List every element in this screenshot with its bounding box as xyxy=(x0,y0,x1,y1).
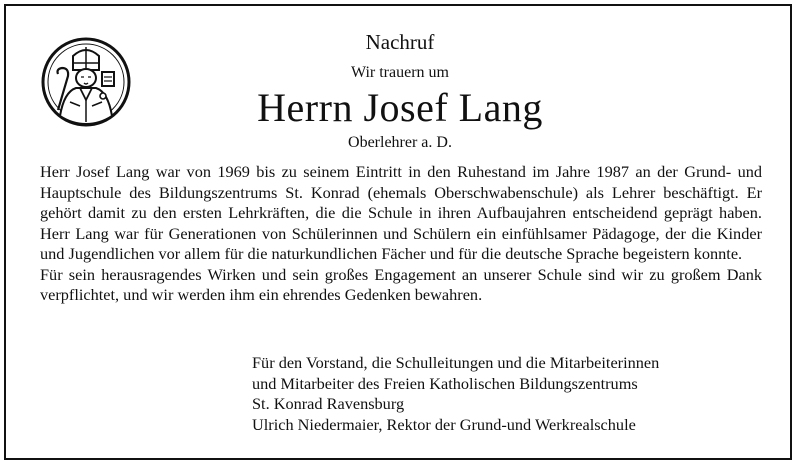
obituary-paragraph: Herr Josef Lang war von 1969 bis zu seinem Eintritt in den Ruhestand im Jahre 1987 an der Grund- und Hauptschule des Bildungszentrums St. Konrad (ehemals Oberschwabenschule) als Lehrer beschäftigt. Er gehört damit zu den ersten Lehrkräften, die die Schule in ihren Aufbaujahren entscheidend geprägt haben. Herr Lang war für Generationen von Schülerinnen und Schülern ein einfühlsamer Pädagoge, der die Kinder und Jugendlichen vor allem für die naturkundlichen Fächer und für die deutsche Sprache begeistern konnte. xyxy=(40,162,762,263)
signature-block xyxy=(252,353,659,435)
obituary-body xyxy=(40,162,762,306)
obituary-paragraph: Für sein herausragendes Wirken und sein großes Engagement an unserer Schule sind wir zu großem Dank verpflichtet, und wir werden ihm ein ehrendes Gedenken bewahren. xyxy=(40,264,762,304)
notice-intro: Wir trauern um xyxy=(351,64,449,81)
signature-line: Für den Vorstand, die Schulleitungen und die Mitarbeiterinnen xyxy=(252,353,660,372)
notice-heading: Nachruf xyxy=(365,30,435,54)
obituary-notice xyxy=(4,4,792,460)
signature-line: Ulrich Niedermaier, Rektor der Grund-und Werkrealschule xyxy=(252,414,636,434)
signature-line: und Mitarbeiter des Freien Katholischen Bildungszentrums xyxy=(252,373,638,393)
deceased-name: Herrn Josef Lang xyxy=(257,85,543,130)
signature-line: St. Konrad Ravensburg xyxy=(252,394,405,413)
deceased-title: Oberlehrer a. D. xyxy=(348,134,452,151)
